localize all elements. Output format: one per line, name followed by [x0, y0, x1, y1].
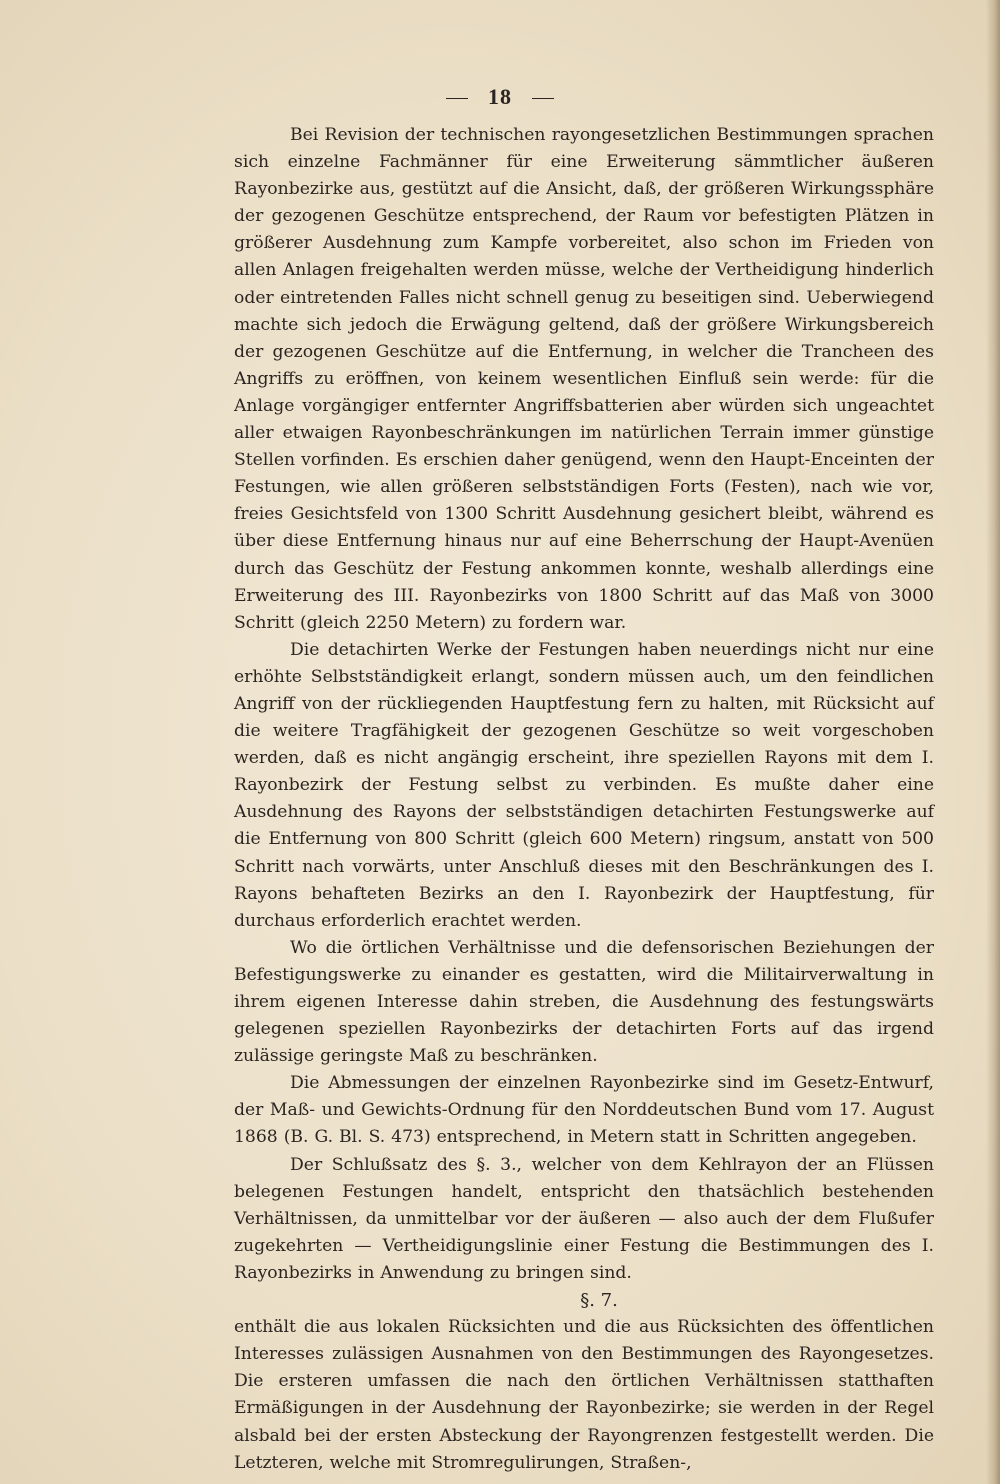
paragraph-3: Wo die örtlichen Verhältnisse und die defensorischen Beziehungen der Befestigungswerke zu einander es gestatten, wird die Militairverwaltung in ihrem eigenen Interesse dahin streben, die Ausdehnung des festungswärts gelegenen speziellen Rayonbezirks der detachirten Forts auf das irgend zulässige geringste Maß zu beschränken.	[234, 937, 934, 1067]
paragraph-5: Der Schlußsatz des §. 3., welcher von dem Kehlrayon der an Flüssen belegenen Festungen handelt, entspricht den thatsächlich bestehenden Verhältnissen, da unmittelbar vor der äußeren — also auch der dem Flußufer zugekehrten — Vertheidigungslinie einer Festung die Bestimmungen des I. Rayonbezirks in Anwendung zu bringen sind.	[234, 1154, 934, 1283]
paragraph-2: Die detachirten Werke der Festungen haben neuerdings nicht nur eine erhöhte Selbstständigkeit erlangt, sondern müssen auch, um den feindlichen Angriff von der rückliegenden Hauptfestung fern zu halten, mit Rücksicht auf die weitere Tragfähigkeit der gezogenen Geschütze so weit vorgeschoben werden, daß es nicht angängig erscheint, ihre speziellen Rayons mit dem I. Rayonbezirk der Festung selbst zu verbinden. Es mußte daher eine Ausdehnung des Rayons der selbstständigen detachirten Festungswerke auf die Entfernung von 800 Schritt (gleich 600 Metern) ringsum, anstatt von 500 Schritt nach vorwärts, unter Anschluß dieses mit den Beschränkungen des I. Rayons behafteten Bezirks an den I. Rayonbezirk der Hauptfestung, für durchaus erforderlich erachtet werden.	[234, 639, 934, 931]
paragraph-4: Die Abmessungen der einzelnen Rayonbezirke sind im Gesetz-Entwurf, der Maß- und Gewichts-Ordnung für den Norddeutschen Bund vom 17. August 1868 (B. G. Bl. S. 473) entsprechend, in Metern statt in Schritten angegeben.	[234, 1073, 934, 1148]
section-paragraph: enthält die aus lokalen Rücksichten und die aus Rücksichten des öffentlichen Interesses zulässigen Ausnahmen von den Bestimmungen des Rayongesetzes. Die ersteren umfassen die nach den örtlichen Verhältnissen statthaften Ermäßigungen in der Ausdehnung der Rayonbezirke; sie werden in der Regel alsbald bei der ersten Absteckung der Rayongrenzen festgestellt werden. Die Letzteren, welche mit Stromregulirungen, Straßen-,	[234, 1317, 934, 1473]
page-body	[234, 122, 934, 1477]
section-heading: §. 7.	[580, 1290, 618, 1312]
page-edge-shadow	[986, 0, 1000, 1484]
header-dash-right	[532, 98, 554, 99]
page-number: 18	[488, 84, 512, 109]
paragraph-1: Bei Revision der technischen rayongesetzlichen Bestimmungen sprachen sich einzelne Fachmänner für eine Erweiterung sämmtlicher äußeren Rayonbezirke aus, gestützt auf die Ansicht, daß, der größeren Wirkungssphäre der gezogenen Geschütze entsprechend, der Raum vor befestigten Plätzen in größerer Ausdehnung zum Kampfe vorbereitet, also schon im Frieden von allen Anlagen freigehalten werden müsse, welche der Vertheidigung hinderlich oder eintretenden Falles nicht schnell genug zu beseitigen sind. Ueberwiegend machte sich jedoch die Erwägung geltend, daß der größere Wirkungsbereich der gezogenen Geschütze auf die Entfernung, in welcher die Trancheen des Angriffs zu eröffnen, von keinem wesentlichen Einfluß sein werde: für die Anlage vorgängiger entfernter Angriffsbatterien aber würden sich ungeachtet aller etwaigen Rayonbeschränkungen im natürlichen Terrain immer günstige Stellen vorfinden. Es erschien daher genügend, wenn den Haupt-Enceinten der Festungen, wie allen größeren selbstständigen Forts (Festen), nach wie vor, freies Gesichtsfeld von 1300 Schritt Ausdehnung gesichert bleibt, während es über diese Entfernung hinaus nur auf eine Beherrschung der Haupt-Avenüen durch das Geschütz der Festung ankommen konnte, weshalb allerdings eine Erweiterung des III. Rayonbezirks von 1800 Schritt auf das Maß von 3000 Schritt (gleich 2250 Metern) zu fordern war.	[234, 125, 934, 633]
header-dash-left	[446, 98, 468, 99]
page-header	[0, 84, 1000, 110]
